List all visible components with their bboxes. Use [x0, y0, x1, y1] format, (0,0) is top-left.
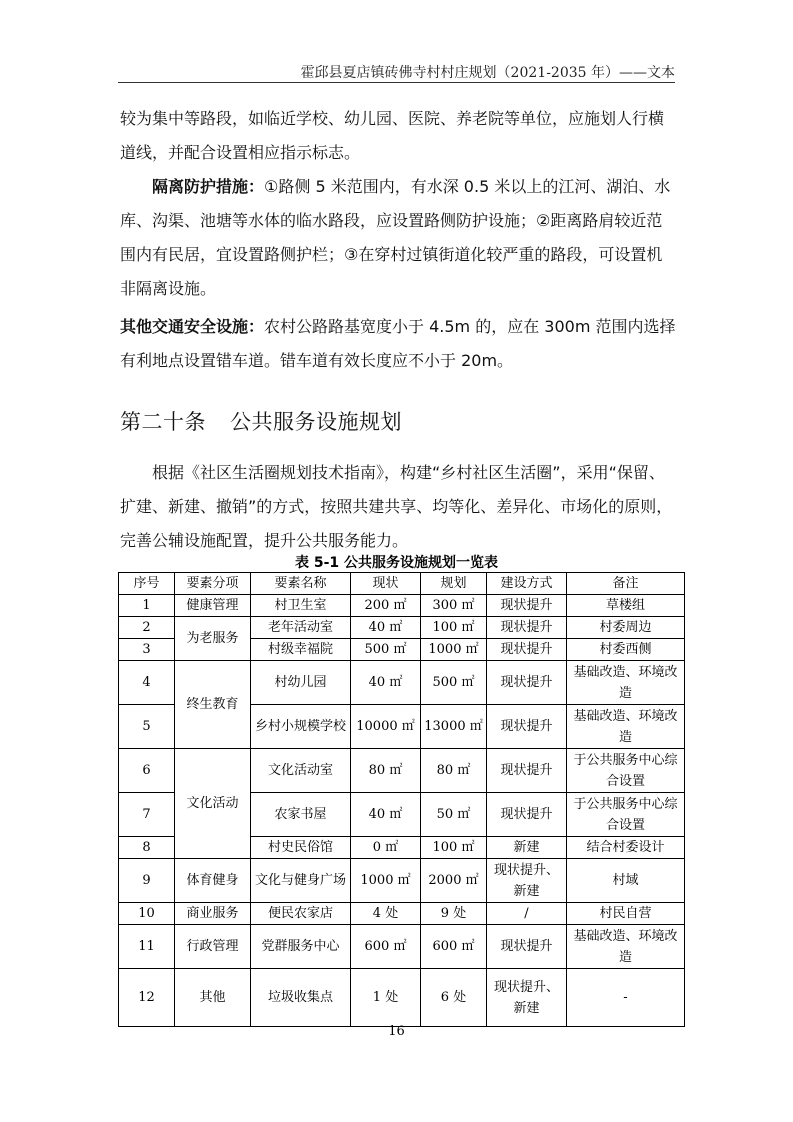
header-cell-no: 序号	[119, 573, 175, 595]
cell-current: 80 ㎡	[351, 749, 421, 793]
cell-note: 草楼组	[567, 595, 685, 617]
cell-current: 200 ㎡	[351, 595, 421, 617]
cell-plan: 1000 ㎡	[421, 639, 487, 661]
cell-name: 村卫生室	[251, 595, 351, 617]
cell-method: 现状提升	[487, 617, 567, 639]
isolation-measures-text: ①路侧 5 米范围内，有水深 0.5 米以上的江河、湖泊、水库、沟渠、池塘等水体的临水路段，应设置路侧防护设施；②距离路肩较近范围内有民居，宜设置路侧护栏；③在穿村过镇街道化较严重的路段，可设置机非隔离设施。	[120, 177, 671, 298]
cell-method: 现状提升	[487, 793, 567, 837]
cell-current: 4 处	[351, 903, 421, 925]
table-row	[119, 661, 685, 705]
header-cell-plan: 规划	[421, 573, 487, 595]
paragraph-crosswalk: 较为集中等路段，如临近学校、幼儿园、医院、养老院等单位，应施划人行横道线，并配合设置相应指示标志。	[120, 109, 665, 162]
cell-no: 3	[119, 639, 175, 661]
cell-method: 现状提升、新建	[487, 859, 567, 903]
cell-name: 便民农家店	[251, 903, 351, 925]
isolation-measures-label: 隔离防护措施：	[152, 177, 265, 196]
section-heading	[120, 406, 402, 436]
cell-plan: 100 ㎡	[421, 837, 487, 859]
table-row	[119, 595, 685, 617]
cell-note: 村民自营	[567, 903, 685, 925]
cell-no: 1	[119, 595, 175, 617]
cell-name: 村幼儿园	[251, 661, 351, 705]
cell-name: 文化活动室	[251, 749, 351, 793]
cell-current: 1 处	[351, 969, 421, 1027]
cell-note: 基础改造、环境改造	[567, 661, 685, 705]
cell-method: /	[487, 903, 567, 925]
cell-method: 现状提升	[487, 639, 567, 661]
cell-note: 基础改造、环境改造	[567, 705, 685, 749]
header-cell-name: 要素名称	[251, 573, 351, 595]
cell-method: 现状提升	[487, 925, 567, 969]
cell-category: 为老服务	[175, 617, 251, 661]
cell-method: 现状提升、新建	[487, 969, 567, 1027]
cell-plan: 6 处	[421, 969, 487, 1027]
cell-category: 商业服务	[175, 903, 251, 925]
cell-name: 垃圾收集点	[251, 969, 351, 1027]
cell-note: 基础改造、环境改造	[567, 925, 685, 969]
table-caption: 表 5-1 公共服务设施规划一览表	[294, 555, 499, 571]
header-divider	[118, 82, 675, 83]
cell-current: 10000 ㎡	[351, 705, 421, 749]
cell-name: 村级幸福院	[251, 639, 351, 661]
cell-current: 40 ㎡	[351, 661, 421, 705]
cell-category: 终生教育	[175, 661, 251, 749]
cell-no: 6	[119, 749, 175, 793]
cell-plan: 300 ㎡	[421, 595, 487, 617]
cell-category: 其他	[175, 969, 251, 1027]
paragraph-isolation-measures	[120, 170, 676, 306]
cell-no: 7	[119, 793, 175, 837]
document-header-title: 霍邱县夏店镇砖佛寺村村庄规划（2021-2035 年）——文本	[300, 65, 675, 81]
cell-category: 文化活动	[175, 749, 251, 859]
cell-current: 500 ㎡	[351, 639, 421, 661]
page-number: 16	[388, 1024, 405, 1039]
cell-note: 村域	[567, 859, 685, 903]
cell-no: 2	[119, 617, 175, 639]
cell-note: 结合村委设计	[567, 837, 685, 859]
header-cell-note: 备注	[567, 573, 685, 595]
cell-category: 体育健身	[175, 859, 251, 903]
cell-no: 9	[119, 859, 175, 903]
cell-plan: 13000 ㎡	[421, 705, 487, 749]
cell-plan: 9 处	[421, 903, 487, 925]
public-service-facilities-table	[118, 572, 685, 1027]
cell-no: 12	[119, 969, 175, 1027]
section-intro-paragraph: 根据《社区生活圈规划技术指南》，构建“乡村社区生活圈”，采用“保留、扩建、新建、撤销”的方式，按照共建共享、均等化、差异化、市场化的原则，完善公辅设施配置，提升公共服务能力。	[120, 463, 673, 550]
cell-current: 0 ㎡	[351, 837, 421, 859]
cell-name: 老年活动室	[251, 617, 351, 639]
cell-no: 10	[119, 903, 175, 925]
header-cell-category: 要素分项	[175, 573, 251, 595]
cell-category: 健康管理	[175, 595, 251, 617]
other-safety-text: 农村公路路基宽度小于 4.5m 的，应在 300m 范围内选择有利地点设置错车道。错车道有效长度应不小于 20m。	[120, 317, 676, 370]
cell-plan: 600 ㎡	[421, 925, 487, 969]
cell-no: 4	[119, 661, 175, 705]
cell-note: 村委周边	[567, 617, 685, 639]
table-row	[119, 903, 685, 925]
section-number: 第二十条	[120, 410, 206, 434]
cell-current: 600 ㎡	[351, 925, 421, 969]
table-row	[119, 617, 685, 639]
paragraph-other-safety-facilities	[120, 310, 676, 378]
cell-plan: 50 ㎡	[421, 793, 487, 837]
cell-method: 现状提升	[487, 749, 567, 793]
table-row	[119, 969, 685, 1027]
table-row	[119, 859, 685, 903]
table-row	[119, 925, 685, 969]
cell-name: 党群服务中心	[251, 925, 351, 969]
table-header-row	[119, 573, 685, 595]
cell-method: 现状提升	[487, 661, 567, 705]
cell-plan: 80 ㎡	[421, 749, 487, 793]
cell-category: 行政管理	[175, 925, 251, 969]
table-row	[119, 749, 685, 793]
cell-method: 新建	[487, 837, 567, 859]
cell-note: 村委西侧	[567, 639, 685, 661]
cell-name: 文化与健身广场	[251, 859, 351, 903]
cell-name: 乡村小规模学校	[251, 705, 351, 749]
cell-note: 于公共服务中心综合设置	[567, 749, 685, 793]
cell-plan: 500 ㎡	[421, 661, 487, 705]
cell-current: 40 ㎡	[351, 793, 421, 837]
cell-current: 40 ㎡	[351, 617, 421, 639]
cell-note: 于公共服务中心综合设置	[567, 793, 685, 837]
header-cell-current: 现状	[351, 573, 421, 595]
cell-method: 现状提升	[487, 705, 567, 749]
cell-name: 村史民俗馆	[251, 837, 351, 859]
cell-method: 现状提升	[487, 595, 567, 617]
cell-no: 11	[119, 925, 175, 969]
cell-plan: 100 ㎡	[421, 617, 487, 639]
cell-no: 8	[119, 837, 175, 859]
cell-plan: 2000 ㎡	[421, 859, 487, 903]
header-cell-method: 建设方式	[487, 573, 567, 595]
cell-name: 农家书屋	[251, 793, 351, 837]
cell-no: 5	[119, 705, 175, 749]
other-safety-label: 其他交通安全设施：	[120, 317, 265, 336]
cell-current: 1000 ㎡	[351, 859, 421, 903]
section-title: 公共服务设施规划	[230, 410, 402, 434]
cell-note: -	[567, 969, 685, 1027]
